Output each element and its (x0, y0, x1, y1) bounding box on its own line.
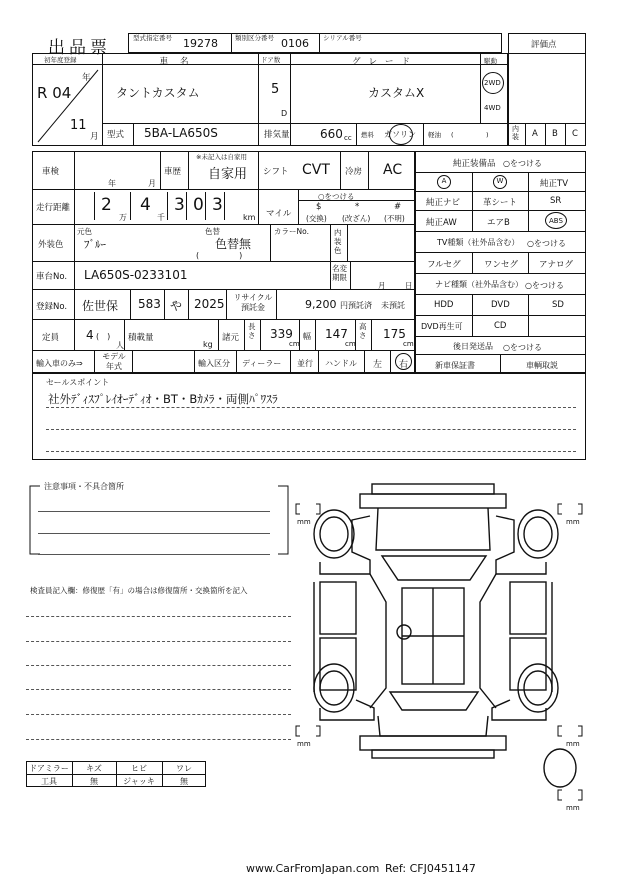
full-seg[interactable]: フルセグ (427, 260, 461, 270)
sales-block (32, 373, 586, 460)
history-note: ※未記入は自家用 (196, 153, 247, 161)
shift-label: シフト (263, 167, 289, 177)
reg-num: 2025 (194, 297, 225, 311)
type-designation-value: 19278 (183, 37, 218, 50)
dims-label: 諸元 (222, 333, 240, 343)
first-reg-label: 初年度登録 (44, 56, 77, 64)
legend-door-mirror: ドアミラー (29, 764, 69, 773)
mileage-circle-note: ○をつける (318, 192, 355, 201)
mileage-digit-4: 0 (193, 195, 204, 215)
drive-4wd: 4WD (484, 104, 501, 112)
height-value: 175 (383, 327, 406, 341)
history-label: 車歴 (164, 167, 182, 177)
left-label[interactable]: 左 (373, 360, 383, 370)
handle-label: ハンドル (325, 359, 357, 368)
length-unit: cm (289, 340, 300, 348)
exchange-label: (交換) (306, 214, 327, 223)
serial-label: シリアル番号 (323, 34, 362, 42)
aircon-auto-icon[interactable]: A (437, 175, 451, 189)
footer-site[interactable]: www.CarFromJapan.com (246, 862, 380, 875)
name-change-month: 月 (378, 281, 386, 290)
name-change-day: 日 (405, 281, 413, 290)
type-designation-label: 型式指定番号 (133, 34, 172, 42)
parallel-label[interactable]: 並行 (297, 359, 313, 368)
model-year-label: モデル年式 (102, 352, 126, 371)
shaken-month-unit: 月 (148, 179, 156, 188)
genuine-navi[interactable]: 純正ナビ (426, 198, 461, 208)
footer-ref: Ref: CFJ0451147 (385, 862, 476, 875)
exterior-label: 外装色 (38, 240, 64, 250)
mileage-digit-5: 3 (212, 195, 223, 215)
tamper-mark: * (355, 202, 360, 212)
airbag[interactable]: エアB (487, 218, 510, 228)
length-label: 長さ (248, 322, 256, 340)
height-label: 高さ (359, 322, 367, 340)
capacity-value: 4 (86, 328, 94, 342)
tire-mm-spare: mm (566, 804, 580, 812)
width-label: 幅 (303, 332, 311, 341)
capacity-paren: ( ) (96, 332, 111, 341)
interior-grade-c[interactable]: C (572, 129, 578, 139)
tire-mm-rr: mm (566, 740, 580, 748)
interior-grade-a[interactable]: A (532, 129, 538, 139)
model-value: 5BA-LA650S (144, 126, 218, 140)
navi-circle-note: ○をつける (525, 281, 564, 290)
interior-color-label: 内装色 (334, 228, 342, 255)
genuine-circle-note: ○をつける (503, 159, 542, 168)
tv-type-label: TV種類（社外品含む） (437, 238, 520, 247)
diesel-label: 軽油 (428, 131, 441, 139)
inspector-label: 検査員記入欄：修復歴「有」の場合は修復箇所・交換箇所を記入 (30, 586, 248, 595)
mileage-digit-1: 2 (101, 195, 112, 215)
legend-crack: ヒビ (131, 764, 147, 773)
history-value: 自家用 (208, 167, 248, 182)
shaken-label: 車検 (42, 167, 60, 177)
tire-mm-rl: mm (297, 740, 311, 748)
displacement-label: 排気量 (264, 130, 290, 140)
reg-kana: や (170, 299, 183, 313)
sunroof[interactable]: SR (550, 196, 562, 206)
width-value: 147 (325, 327, 348, 341)
category-value: 0106 (281, 37, 309, 50)
grade-value: カスタムX (368, 86, 425, 100)
fuel-label: 燃料 (361, 131, 374, 139)
first-reg-era: R 04 (37, 84, 72, 102)
displacement-unit: cc (344, 134, 352, 142)
load-unit: kg (203, 340, 213, 349)
shaken-year-unit: 年 (108, 179, 116, 188)
interior-label: 内装 (512, 125, 519, 141)
interior-grade-b[interactable]: B (552, 129, 558, 139)
tamper-label: (改ざん) (342, 214, 371, 223)
exchange-mark: $ (316, 202, 322, 212)
sd[interactable]: SD (552, 300, 564, 310)
color-label: 色替 (205, 227, 220, 236)
length-value: 339 (270, 327, 293, 341)
unknown-mark: # (394, 202, 402, 212)
caution-bracket (26, 480, 292, 560)
genuine-equip-label: 純正装備品 (453, 159, 496, 169)
cooler-value: AC (383, 162, 403, 178)
height-unit: cm (403, 340, 414, 348)
reg-class: 583 (138, 297, 161, 311)
capacity-unit: 人 (116, 341, 124, 350)
later-items-label: 後日発送品 (453, 342, 493, 351)
reg-area: 佐世保 (82, 299, 119, 313)
color-change-value: 色替無 (215, 237, 252, 251)
tv-circle-note: ○をつける (527, 239, 566, 248)
cooler-label: 冷房 (345, 167, 363, 177)
legend-tools-value: 無 (90, 777, 98, 786)
mileage-digit-2: 4 (140, 195, 151, 215)
manual[interactable]: 車輌取説 (526, 361, 558, 370)
diesel-paren: ( ) (451, 131, 489, 139)
genuine-aw[interactable]: 純正AW (426, 218, 457, 228)
recycle-status: 円預託済 (340, 301, 372, 310)
load-label: 積載量 (128, 333, 154, 343)
new-car-warranty[interactable]: 新車保証書 (435, 361, 475, 370)
dvd[interactable]: DVD (491, 300, 510, 310)
recycle-value: 9,200 (305, 298, 337, 311)
capacity-label: 定員 (42, 333, 60, 343)
one-seg[interactable]: ワンセグ (484, 260, 519, 270)
mileage-digit-3: 3 (174, 195, 185, 215)
right-label: 右 (399, 360, 409, 370)
car-damage-diagram[interactable] (290, 470, 590, 815)
navi-type-label: ナビ種類（社外品含む） (435, 280, 523, 289)
orig-color-label: 元色 (77, 227, 92, 236)
name-change-label: 名変期限 (332, 264, 347, 282)
unknown-label: (不明) (384, 214, 405, 223)
recycle-label: リサイクル預託金 (233, 293, 273, 312)
first-reg-year-unit: 年 (82, 73, 91, 83)
caution-label: 注意事項・不具合箇所 (44, 482, 124, 491)
cd[interactable]: CD (494, 321, 507, 331)
hdd[interactable]: HDD (434, 300, 454, 310)
doors-sub: D (281, 109, 288, 118)
legend-jack-value: 無 (180, 777, 188, 786)
tire-mm-fr: mm (566, 518, 580, 526)
width-unit: cm (345, 340, 356, 348)
legend-scratch: キズ (86, 764, 102, 773)
drive-2wd: 2WD (484, 79, 501, 87)
legend-tools: 工具 (41, 777, 57, 786)
name-label: 車名 (159, 57, 201, 67)
color-paren: ( ) (196, 251, 243, 260)
unit-km: km (243, 213, 256, 222)
first-reg-diagonal (32, 64, 102, 146)
legend-jack: ジャッキ (123, 777, 155, 786)
sales-text: 社外ﾃﾞｨｽﾌﾟﾚｲｵｰﾃﾞｨｵ・BT・Bｶﾒﾗ・両側ﾊﾟﾜｽﾗ (48, 392, 278, 406)
reg-label: 登録No. (36, 302, 68, 312)
name-value: タントカスタム (116, 86, 200, 100)
fuel-value: ガソリン (384, 130, 416, 139)
recycle-unpaid: 未預託 (381, 301, 405, 310)
abs-label: ABS (549, 217, 563, 225)
dealer-label[interactable]: ディーラー (242, 359, 282, 368)
first-reg-month-unit: 月 (90, 132, 99, 142)
chassis-label: 車台No. (36, 272, 68, 282)
grade-label: グレード (351, 57, 418, 67)
unit-sen: 千 (157, 213, 165, 222)
analog[interactable]: アナログ (539, 260, 574, 270)
legend-break: ワレ (176, 764, 192, 773)
import-only-label: 輸入車のみ⇒ (36, 359, 83, 368)
page-title: 出品票 (48, 38, 111, 58)
genuine-tv[interactable]: 純正TV (540, 179, 569, 189)
unit-man: 万 (119, 213, 127, 222)
model-label: 型式 (107, 130, 125, 140)
rating-label: 評価点 (531, 40, 557, 50)
drive-label: 駆動 (484, 57, 497, 65)
exterior-value: ﾌﾞﾙｰ (84, 238, 106, 251)
color-no-label: カラーNo. (274, 227, 309, 236)
displacement-value: 660 (320, 127, 343, 141)
sales-label: セールスポイント (46, 378, 110, 387)
category-label: 類別区分番号 (235, 34, 274, 42)
dvd-player[interactable]: DVD再生可 (421, 322, 463, 331)
first-reg-month: 11 (70, 118, 87, 133)
leather-seat[interactable]: 革シート (483, 198, 518, 208)
shift-value: CVT (302, 162, 330, 178)
mileage-label: 走行距離 (36, 203, 71, 213)
tire-mm-fl: mm (297, 518, 311, 526)
doors-label: ドア数 (261, 56, 281, 64)
power-window-icon[interactable]: W (493, 175, 507, 189)
import-type-label: 輸入区分 (198, 359, 230, 368)
chassis-value: LA650S-0233101 (84, 268, 188, 282)
mile-label: マイル (266, 209, 292, 219)
doors-value: 5 (271, 82, 280, 97)
later-circle-note: ○をつける (503, 343, 542, 352)
